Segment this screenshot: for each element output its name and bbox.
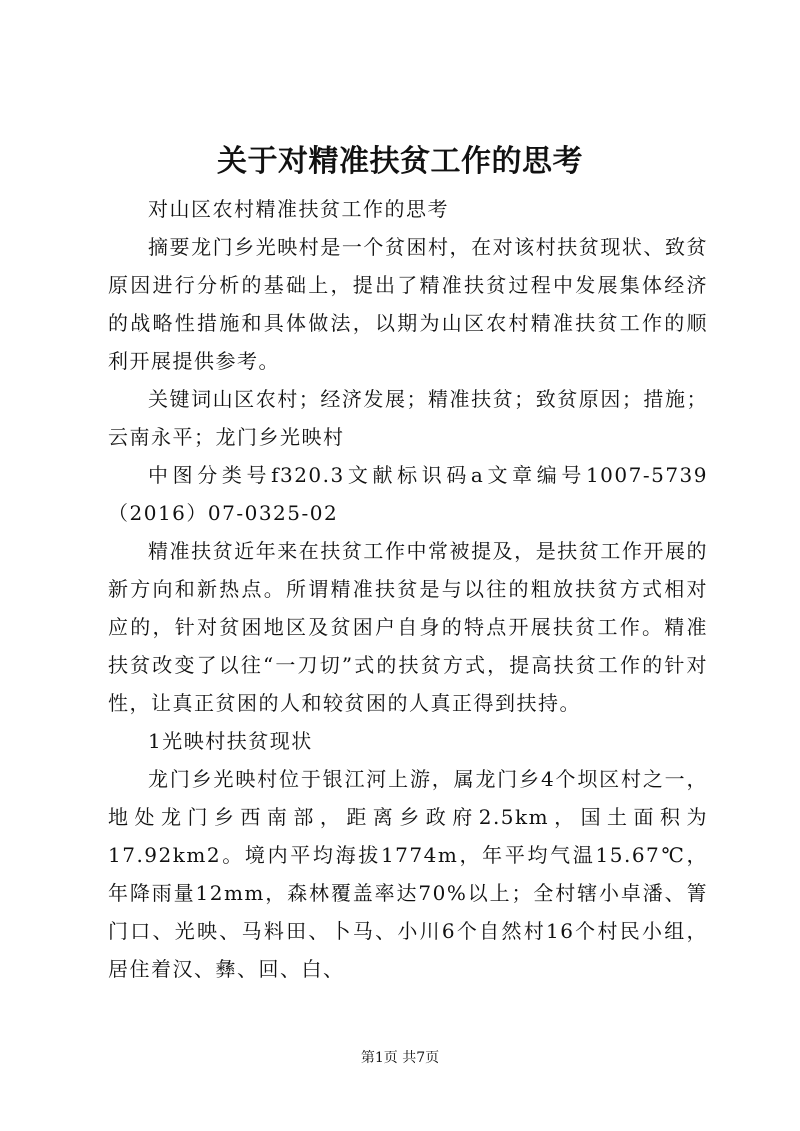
- abstract-paragraph: 摘要龙门乡光映村是一个贫困村，在对该村扶贫现状、致贫原因进行分析的基础上，提出了精准扶贫过程中发展集体经济的战略性措施和具体做法，以期为山区农村精准扶贫工作的顺利开展提供参考。: [108, 235, 708, 373]
- subtitle-paragraph: 对山区农村精准扶贫工作的思考: [148, 197, 449, 221]
- page-footer: 第1页 共7页: [360, 1050, 440, 1066]
- section-heading: 1光映村扶贫现状: [148, 729, 313, 753]
- classification-paragraph: 中图分类号f320.3文献标识码a文章编号1007-5739（2016）07-0325-02: [108, 463, 708, 525]
- document-body: [108, 190, 708, 988]
- intro-paragraph: 精准扶贫近年来在扶贫工作中常被提及，是扶贫工作开展的新方向和新热点。所谓精准扶贫是与以往的粗放扶贫方式相对应的，针对贫困地区及贫困户自身的特点开展扶贫工作。精准扶贫改变了以往“一刀切”式的扶贫方式，提高扶贫工作的针对性，让真正贫困的人和较贫困的人真正得到扶持。: [108, 539, 708, 715]
- keywords-paragraph: 关键词山区农村；经济发展；精准扶贫；致贫原因；措施；云南永平；龙门乡光映村: [108, 387, 708, 449]
- section-paragraph: 龙门乡光映村位于银江河上游，属龙门乡4个坝区村之一，地处龙门乡西南部，距离乡政府2.5km，国土面积为17.92km2。境内平均海拔1774m，年平均气温15.67℃，年降雨量12mm，森林覆盖率达70%以上；全村辖小卓潘、箐门口、光映、马料田、卜马、小川6个自然村16个村民小组，居住着汉、彝、回、白、: [108, 767, 708, 981]
- document-title: 关于对精准扶贫工作的思考: [217, 144, 583, 179]
